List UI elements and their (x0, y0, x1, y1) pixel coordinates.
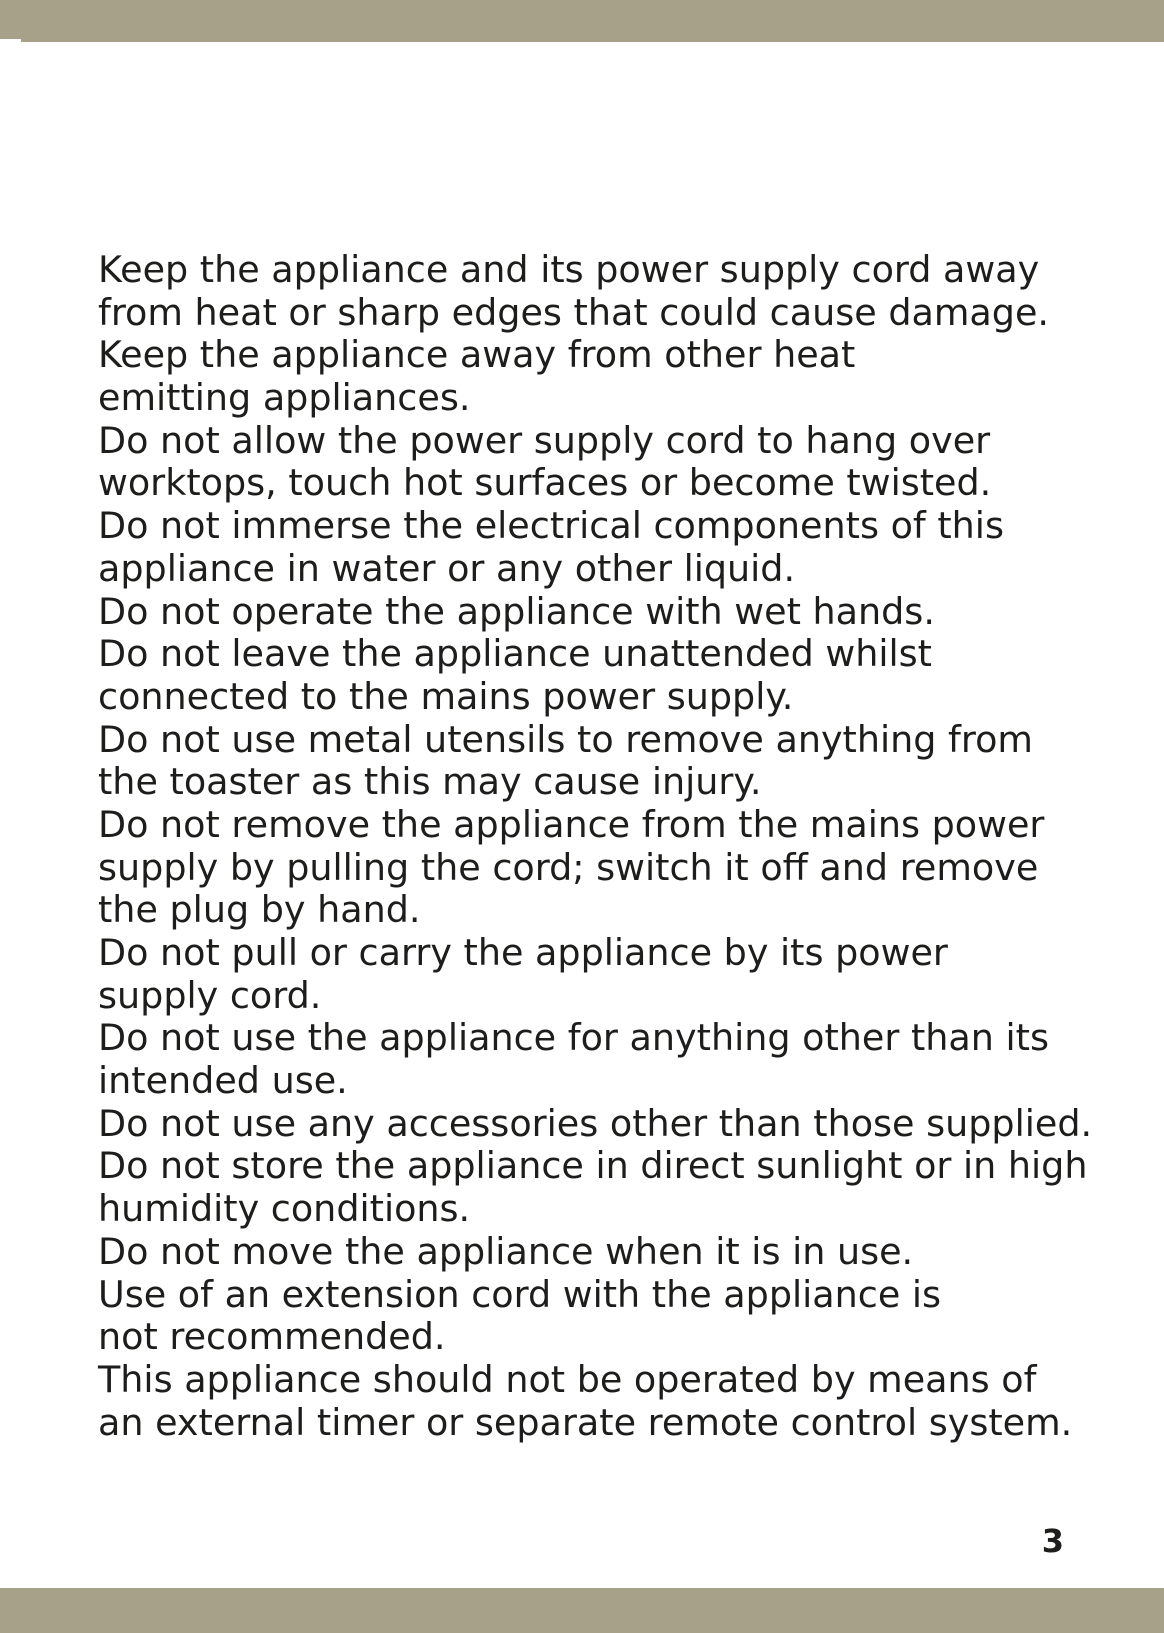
instruction-line: not recommended. (98, 1315, 446, 1359)
safety-instruction (98, 804, 1138, 932)
safety-instruction (98, 932, 1138, 1017)
instruction-line: Do not use the appliance for anything other than its (98, 1016, 1049, 1060)
instruction-line: Do not store the appliance in direct sunlight or in high (98, 1144, 1088, 1188)
safety-instruction (98, 249, 1138, 334)
instruction-line: an external timer or separate remote control system. (98, 1400, 1073, 1444)
instruction-line: Do not remove the appliance from the mains power (98, 802, 1045, 846)
page-number: 3 (1041, 1522, 1064, 1560)
instruction-line: the plug by hand. (98, 888, 421, 932)
instruction-line: Do not use metal utensils to remove anything from (98, 717, 1033, 761)
instruction-line: the toaster as this may cause injury. (98, 760, 762, 804)
instruction-line: emitting appliances. (98, 376, 471, 420)
instruction-line: Do not operate the appliance with wet hands. (98, 589, 935, 633)
instruction-line: Do not immerse the electrical components of this (98, 504, 1004, 548)
header-band (0, 0, 1164, 39)
instruction-line: worktops, touch hot surfaces or become twisted. (98, 461, 992, 505)
safety-instruction (98, 1017, 1138, 1102)
instruction-line: Do not pull or carry the appliance by its power (98, 931, 948, 974)
instruction-line: Use of an extension cord with the appliance is (98, 1272, 942, 1316)
instruction-line: Do not move the appliance when it is in use. (98, 1229, 914, 1273)
safety-instruction (98, 505, 1138, 590)
instruction-line: humidity conditions. (98, 1187, 471, 1231)
safety-instructions (98, 249, 1138, 1444)
safety-instruction (98, 633, 1138, 718)
safety-instruction (98, 1359, 1138, 1444)
instruction-line: Keep the appliance away from other heat (98, 333, 856, 377)
instruction-line: supply cord. (98, 973, 322, 1017)
instruction-line: Do not leave the appliance unattended whilst (98, 632, 932, 676)
instruction-line: This appliance should not be operated by means of (98, 1357, 1037, 1401)
safety-instruction (98, 1103, 1138, 1146)
safety-instruction (98, 1145, 1138, 1230)
safety-instruction (98, 591, 1138, 634)
footer-band (0, 1588, 1164, 1633)
safety-instruction (98, 334, 1138, 419)
instruction-line: supply by pulling the cord; switch it off and remove (98, 845, 1039, 889)
instruction-line: connected to the mains power supply. (98, 674, 794, 718)
instruction-line: Do not use any accessories other than those supplied. (98, 1101, 1093, 1145)
instruction-line: intended use. (98, 1059, 348, 1103)
header-band-lip (21, 39, 1164, 42)
instruction-line: appliance in water or any other liquid. (98, 546, 796, 590)
safety-instruction (98, 1231, 1138, 1274)
instruction-line: Keep the appliance and its power supply cord away (98, 248, 1040, 291)
safety-instruction (98, 420, 1138, 505)
instruction-line: Do not allow the power supply cord to hang over (98, 418, 991, 462)
safety-instruction (98, 1274, 1138, 1359)
instruction-line: from heat or sharp edges that could cause damage. (98, 290, 1050, 334)
safety-instruction (98, 719, 1138, 804)
